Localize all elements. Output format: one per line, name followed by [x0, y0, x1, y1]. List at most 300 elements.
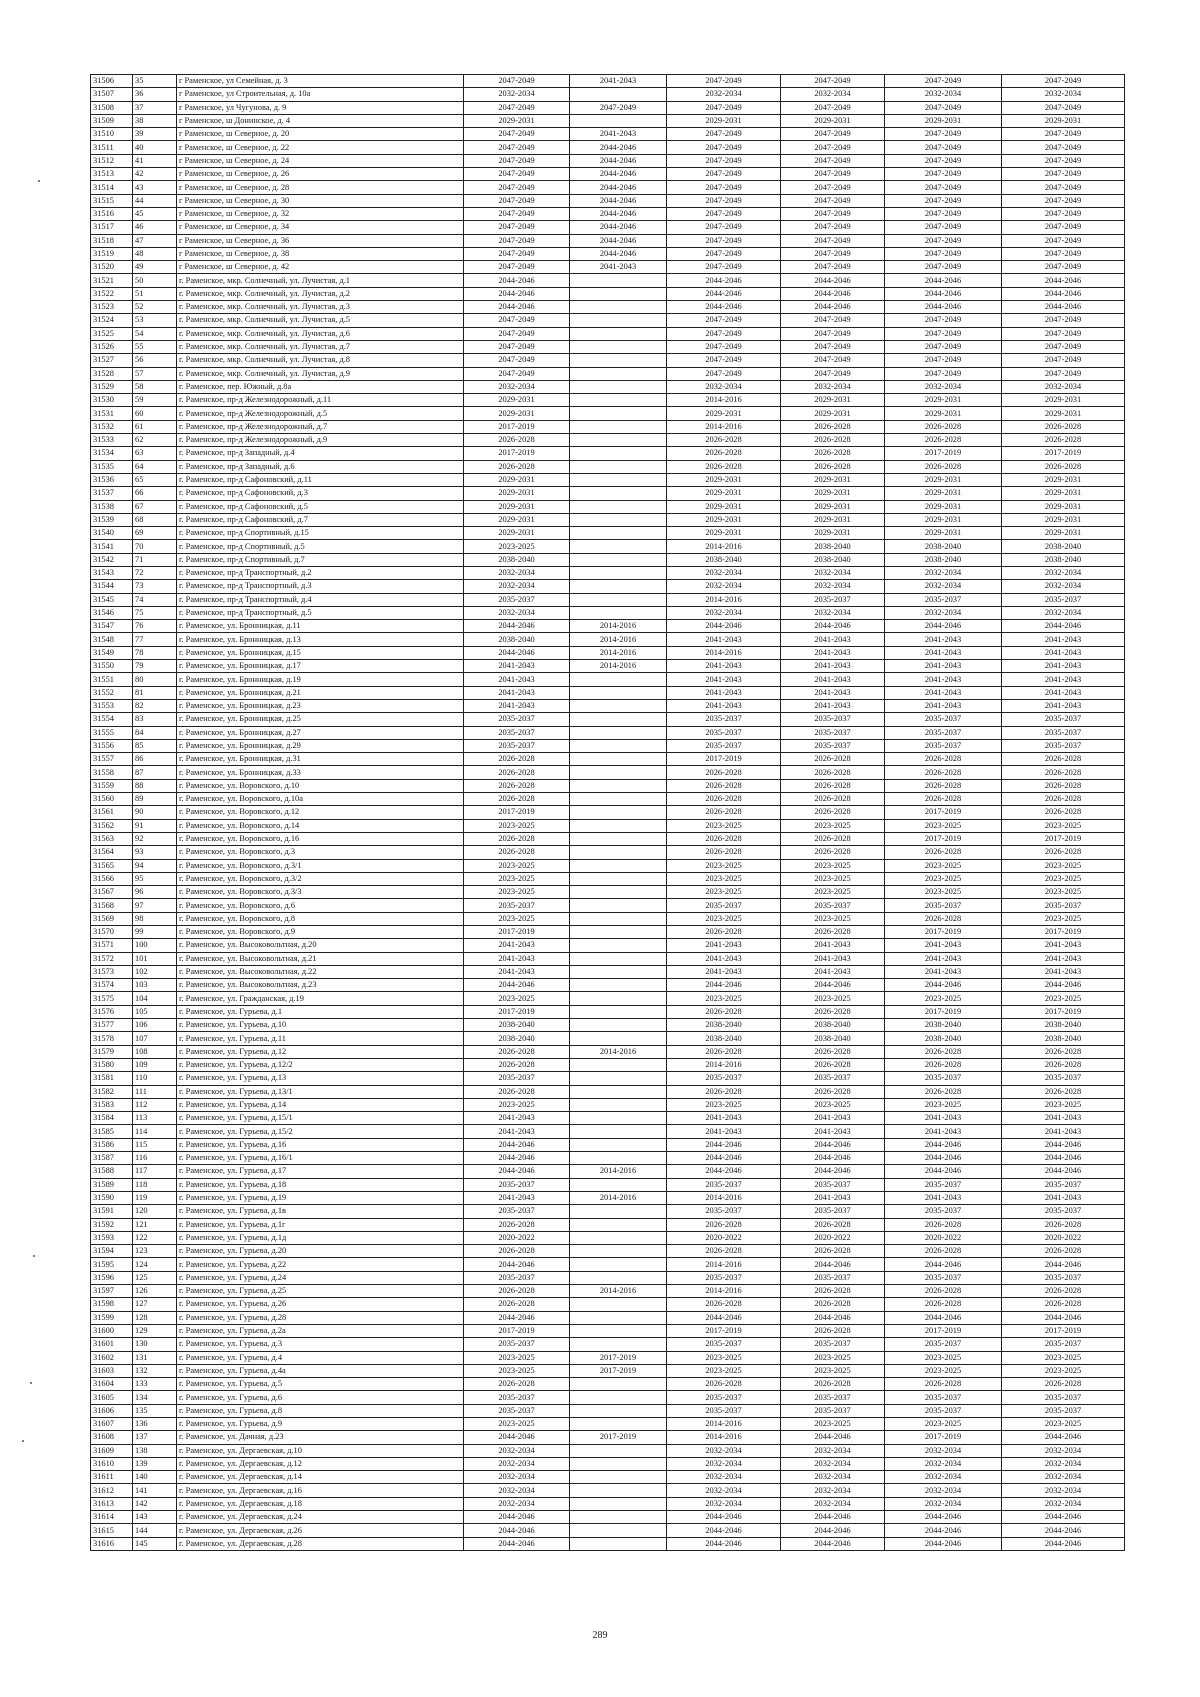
period-cell-3: 2032-2034 — [667, 1457, 781, 1470]
period-cell-2 — [570, 952, 667, 965]
period-cell-3: 2023-2025 — [667, 819, 781, 832]
address-cell: г. Раменское, ул. Гурьева, д.20 — [177, 1245, 464, 1258]
period-cell-2 — [570, 1338, 667, 1351]
address-cell: г. Раменское, мкр. Солнечный, ул. Лучистая, д.3 — [177, 301, 464, 314]
record-id-cell: 31526 — [91, 340, 133, 353]
period-cell-4: 2044-2046 — [781, 620, 885, 633]
period-cell-5: 2035-2037 — [885, 713, 1002, 726]
row-number-cell: 144 — [133, 1524, 177, 1537]
period-cell-2 — [570, 1391, 667, 1404]
period-cell-5: 2047-2049 — [885, 207, 1002, 220]
address-cell: г. Раменское, ул. Гурьева, д.2а — [177, 1324, 464, 1337]
period-cell-6: 2044-2046 — [1002, 1311, 1125, 1324]
period-cell-5: 2026-2028 — [885, 1058, 1002, 1071]
period-cell-3: 2026-2028 — [667, 832, 781, 845]
record-id-cell: 31558 — [91, 766, 133, 779]
period-cell-3: 2029-2031 — [667, 473, 781, 486]
address-cell: г Раменское, ш Донинское, д. 4 — [177, 114, 464, 127]
row-number-cell: 145 — [133, 1537, 177, 1550]
period-cell-1: 2032-2034 — [464, 88, 570, 101]
period-cell-3: 2026-2028 — [667, 926, 781, 939]
row-number-cell: 82 — [133, 699, 177, 712]
period-cell-2: 2044-2046 — [570, 168, 667, 181]
address-cell: г. Раменское, ул. Гурьева, д.25 — [177, 1285, 464, 1298]
table-row — [91, 407, 1125, 420]
row-number-cell: 54 — [133, 327, 177, 340]
period-cell-4: 2041-2043 — [781, 1112, 885, 1125]
table-row — [91, 859, 1125, 872]
period-cell-4: 2047-2049 — [781, 261, 885, 274]
row-number-cell: 59 — [133, 394, 177, 407]
period-cell-6: 2044-2046 — [1002, 1511, 1125, 1524]
period-cell-1: 2032-2034 — [464, 1497, 570, 1510]
record-id-cell: 31573 — [91, 965, 133, 978]
table-row — [91, 832, 1125, 845]
period-cell-3: 2029-2031 — [667, 407, 781, 420]
period-cell-5: 2035-2037 — [885, 1404, 1002, 1417]
record-id-cell: 31539 — [91, 513, 133, 526]
period-cell-6: 2035-2037 — [1002, 1205, 1125, 1218]
table-row — [91, 1471, 1125, 1484]
period-cell-1: 2032-2034 — [464, 566, 570, 579]
period-cell-4: 2029-2031 — [781, 114, 885, 127]
period-cell-5: 2047-2049 — [885, 327, 1002, 340]
period-cell-4: 2026-2028 — [781, 434, 885, 447]
period-cell-6: 2017-2019 — [1002, 926, 1125, 939]
table-row — [91, 1205, 1125, 1218]
table-row — [91, 460, 1125, 473]
period-cell-5: 2023-2025 — [885, 1417, 1002, 1430]
record-id-cell: 31519 — [91, 247, 133, 260]
period-cell-3: 2047-2049 — [667, 221, 781, 234]
period-cell-4: 2023-2025 — [781, 886, 885, 899]
address-cell: г. Раменское, ул. Бронницкая, д.21 — [177, 686, 464, 699]
row-number-cell: 55 — [133, 340, 177, 353]
address-cell: г. Раменское, ул. Гражданская, д.19 — [177, 992, 464, 1005]
period-cell-3: 2047-2049 — [667, 207, 781, 220]
period-cell-3: 2041-2043 — [667, 1125, 781, 1138]
period-cell-6: 2041-2043 — [1002, 660, 1125, 673]
period-cell-6: 2029-2031 — [1002, 114, 1125, 127]
period-cell-1: 2035-2037 — [464, 1072, 570, 1085]
address-cell: г. Раменское, пр-д Железнодорожный, д.5 — [177, 407, 464, 420]
period-cell-6: 2035-2037 — [1002, 1072, 1125, 1085]
period-cell-2 — [570, 1138, 667, 1151]
record-id-cell: 31547 — [91, 620, 133, 633]
period-cell-5: 2023-2025 — [885, 886, 1002, 899]
period-cell-2: 2044-2046 — [570, 154, 667, 167]
row-number-cell: 78 — [133, 646, 177, 659]
period-cell-3: 2047-2049 — [667, 367, 781, 380]
table-row — [91, 154, 1125, 167]
record-id-cell: 31520 — [91, 261, 133, 274]
period-cell-3: 2047-2049 — [667, 354, 781, 367]
address-cell: г. Раменское, ул. Дергаевская, д.18 — [177, 1497, 464, 1510]
address-cell: г Раменское, ш Северное, д. 32 — [177, 207, 464, 220]
record-id-cell: 31607 — [91, 1417, 133, 1430]
period-cell-6: 2026-2028 — [1002, 1218, 1125, 1231]
period-cell-6: 2041-2043 — [1002, 965, 1125, 978]
period-cell-6: 2035-2037 — [1002, 1391, 1125, 1404]
table-row — [91, 1431, 1125, 1444]
period-cell-2: 2041-2043 — [570, 75, 667, 88]
address-cell: г. Раменское, мкр. Солнечный, ул. Лучистая, д.5 — [177, 314, 464, 327]
address-cell: г. Раменское, мкр. Солнечный, ул. Лучистая, д.6 — [177, 327, 464, 340]
table-row — [91, 726, 1125, 739]
period-cell-5: 2047-2049 — [885, 234, 1002, 247]
period-cell-5: 2032-2034 — [885, 1497, 1002, 1510]
period-cell-1: 2047-2049 — [464, 75, 570, 88]
period-cell-6: 2044-2046 — [1002, 287, 1125, 300]
row-number-cell: 76 — [133, 620, 177, 633]
period-cell-3: 2044-2046 — [667, 287, 781, 300]
period-cell-2: 2047-2049 — [570, 101, 667, 114]
period-cell-6: 2026-2028 — [1002, 779, 1125, 792]
table-row — [91, 1138, 1125, 1151]
period-cell-2 — [570, 713, 667, 726]
period-cell-3: 2032-2034 — [667, 580, 781, 593]
period-cell-3: 2026-2028 — [667, 793, 781, 806]
period-cell-1: 2041-2043 — [464, 965, 570, 978]
period-cell-4: 2035-2037 — [781, 899, 885, 912]
period-cell-3: 2014-2016 — [667, 420, 781, 433]
record-id-cell: 31616 — [91, 1537, 133, 1550]
address-cell: г. Раменское, пр-д Сафоновский, д.3 — [177, 487, 464, 500]
table-row — [91, 301, 1125, 314]
period-cell-3: 2014-2016 — [667, 646, 781, 659]
period-cell-3: 2044-2046 — [667, 1537, 781, 1550]
row-number-cell: 81 — [133, 686, 177, 699]
period-cell-3: 2047-2049 — [667, 128, 781, 141]
record-id-cell: 31562 — [91, 819, 133, 832]
address-cell: г. Раменское, ул. Воровского, д.9 — [177, 926, 464, 939]
record-id-cell: 31614 — [91, 1511, 133, 1524]
period-cell-4: 2035-2037 — [781, 593, 885, 606]
period-cell-4: 2044-2046 — [781, 979, 885, 992]
period-cell-3: 2035-2037 — [667, 899, 781, 912]
period-cell-4: 2026-2028 — [781, 1045, 885, 1058]
address-cell: г. Раменское, ул. Дергаевская, д.10 — [177, 1444, 464, 1457]
table-row — [91, 633, 1125, 646]
period-cell-6: 2026-2028 — [1002, 460, 1125, 473]
period-cell-1: 2044-2046 — [464, 979, 570, 992]
period-cell-5: 2038-2040 — [885, 1019, 1002, 1032]
period-cell-2 — [570, 979, 667, 992]
period-cell-1: 2047-2049 — [464, 247, 570, 260]
address-cell: г. Раменское, ул. Гурьева, д.1г — [177, 1218, 464, 1231]
record-id-cell: 31521 — [91, 274, 133, 287]
table-body — [91, 75, 1125, 1551]
period-cell-5: 2026-2028 — [885, 1218, 1002, 1231]
period-cell-6: 2047-2049 — [1002, 247, 1125, 260]
period-cell-6: 2047-2049 — [1002, 314, 1125, 327]
record-id-cell: 31538 — [91, 500, 133, 513]
table-row — [91, 314, 1125, 327]
record-id-cell: 31591 — [91, 1205, 133, 1218]
table-row — [91, 1511, 1125, 1524]
record-id-cell: 31590 — [91, 1191, 133, 1204]
row-number-cell: 133 — [133, 1378, 177, 1391]
period-cell-3: 2029-2031 — [667, 527, 781, 540]
address-cell: г. Раменское, пр-д Железнодорожный, д.7 — [177, 420, 464, 433]
address-cell: г. Раменское, ул. Гурьева, д.28 — [177, 1311, 464, 1324]
period-cell-3: 2044-2046 — [667, 1152, 781, 1165]
period-cell-3: 2041-2043 — [667, 673, 781, 686]
row-number-cell: 128 — [133, 1311, 177, 1324]
period-cell-5: 2026-2028 — [885, 1378, 1002, 1391]
period-cell-4: 2029-2031 — [781, 473, 885, 486]
row-number-cell: 72 — [133, 566, 177, 579]
period-cell-2 — [570, 1404, 667, 1417]
period-cell-1: 2017-2019 — [464, 926, 570, 939]
table-row — [91, 1417, 1125, 1430]
address-cell: г Раменское, ш Северное, д. 30 — [177, 194, 464, 207]
record-id-cell: 31615 — [91, 1524, 133, 1537]
period-cell-2 — [570, 1112, 667, 1125]
period-cell-5: 2023-2025 — [885, 1364, 1002, 1377]
period-cell-1: 2041-2043 — [464, 1125, 570, 1138]
period-cell-5: 2041-2043 — [885, 673, 1002, 686]
period-cell-1: 2017-2019 — [464, 447, 570, 460]
period-cell-1: 2038-2040 — [464, 1032, 570, 1045]
period-cell-6: 2023-2025 — [1002, 912, 1125, 925]
address-cell: г. Раменское, ул. Воровского, д.10а — [177, 793, 464, 806]
period-cell-6: 2047-2049 — [1002, 181, 1125, 194]
table-row — [91, 965, 1125, 978]
period-cell-1: 2032-2034 — [464, 1471, 570, 1484]
period-cell-3: 2032-2034 — [667, 380, 781, 393]
period-cell-5: 2029-2031 — [885, 407, 1002, 420]
period-cell-6: 2041-2043 — [1002, 952, 1125, 965]
period-cell-4: 2023-2025 — [781, 1351, 885, 1364]
period-cell-6: 2017-2019 — [1002, 832, 1125, 845]
address-cell: г. Раменское, ул. Бронницкая, д.25 — [177, 713, 464, 726]
period-cell-5: 2035-2037 — [885, 1072, 1002, 1085]
row-number-cell: 99 — [133, 926, 177, 939]
address-cell: г Раменское, ш Северное, д. 22 — [177, 141, 464, 154]
table-row — [91, 1338, 1125, 1351]
table-row — [91, 686, 1125, 699]
row-number-cell: 35 — [133, 75, 177, 88]
row-number-cell: 53 — [133, 314, 177, 327]
period-cell-2 — [570, 872, 667, 885]
address-cell: г Раменское, ул Чугунова, д. 9 — [177, 101, 464, 114]
row-number-cell: 61 — [133, 420, 177, 433]
period-cell-2 — [570, 487, 667, 500]
period-cell-1: 2026-2028 — [464, 753, 570, 766]
period-cell-3: 2017-2019 — [667, 753, 781, 766]
period-cell-3: 2029-2031 — [667, 500, 781, 513]
period-cell-5: 2047-2049 — [885, 367, 1002, 380]
period-cell-5: 2026-2028 — [885, 793, 1002, 806]
record-id-cell: 31576 — [91, 1005, 133, 1018]
period-cell-4: 2047-2049 — [781, 354, 885, 367]
period-cell-6: 2017-2019 — [1002, 1324, 1125, 1337]
period-cell-6: 2026-2028 — [1002, 1285, 1125, 1298]
period-cell-4: 2032-2034 — [781, 1444, 885, 1457]
address-cell: г. Раменское, пр-д Спортивный, д.15 — [177, 527, 464, 540]
period-cell-2 — [570, 354, 667, 367]
table-row — [91, 1298, 1125, 1311]
address-cell: г. Раменское, мкр. Солнечный, ул. Лучистая, д.9 — [177, 367, 464, 380]
period-cell-4: 2044-2046 — [781, 1165, 885, 1178]
address-cell: г. Раменское, мкр. Солнечный, ул. Лучистая, д.7 — [177, 340, 464, 353]
period-cell-5: 2035-2037 — [885, 739, 1002, 752]
period-cell-5: 2041-2043 — [885, 952, 1002, 965]
record-id-cell: 31522 — [91, 287, 133, 300]
period-cell-2 — [570, 1511, 667, 1524]
record-id-cell: 31577 — [91, 1019, 133, 1032]
row-number-cell: 58 — [133, 380, 177, 393]
table-row — [91, 1497, 1125, 1510]
period-cell-3: 2023-2025 — [667, 886, 781, 899]
address-cell: г Раменское, ш Северное, д. 42 — [177, 261, 464, 274]
period-cell-1: 2032-2034 — [464, 380, 570, 393]
address-cell: г Раменское, ул Семейная, д. 3 — [177, 75, 464, 88]
table-row — [91, 566, 1125, 579]
period-cell-5: 2047-2049 — [885, 154, 1002, 167]
row-number-cell: 92 — [133, 832, 177, 845]
period-cell-1: 2044-2046 — [464, 1258, 570, 1271]
period-cell-4: 2035-2037 — [781, 1391, 885, 1404]
record-id-cell: 31580 — [91, 1058, 133, 1071]
row-number-cell: 135 — [133, 1404, 177, 1417]
period-cell-2: 2044-2046 — [570, 247, 667, 260]
row-number-cell: 106 — [133, 1019, 177, 1032]
period-cell-5: 2047-2049 — [885, 261, 1002, 274]
table-row — [91, 1125, 1125, 1138]
period-cell-3: 2014-2016 — [667, 1431, 781, 1444]
period-cell-6: 2029-2031 — [1002, 487, 1125, 500]
period-cell-5: 2044-2046 — [885, 1511, 1002, 1524]
period-cell-4: 2047-2049 — [781, 314, 885, 327]
row-number-cell: 60 — [133, 407, 177, 420]
period-cell-2: 2014-2016 — [570, 620, 667, 633]
record-id-cell: 31566 — [91, 872, 133, 885]
table-row — [91, 1165, 1125, 1178]
record-id-cell: 31531 — [91, 407, 133, 420]
period-cell-4: 2023-2025 — [781, 912, 885, 925]
period-cell-1: 2041-2043 — [464, 660, 570, 673]
period-cell-2 — [570, 606, 667, 619]
row-number-cell: 107 — [133, 1032, 177, 1045]
period-cell-5: 2047-2049 — [885, 141, 1002, 154]
period-cell-2 — [570, 806, 667, 819]
period-cell-6: 2032-2034 — [1002, 580, 1125, 593]
period-cell-1: 2047-2049 — [464, 314, 570, 327]
period-cell-2: 2044-2046 — [570, 234, 667, 247]
row-number-cell: 120 — [133, 1205, 177, 1218]
table-row — [91, 620, 1125, 633]
address-cell: г Раменское, ш Северное, д. 24 — [177, 154, 464, 167]
row-number-cell: 100 — [133, 939, 177, 952]
period-cell-3: 2035-2037 — [667, 1072, 781, 1085]
period-cell-2 — [570, 1218, 667, 1231]
row-number-cell: 119 — [133, 1191, 177, 1204]
record-id-cell: 31555 — [91, 726, 133, 739]
period-cell-6: 2041-2043 — [1002, 633, 1125, 646]
record-id-cell: 31516 — [91, 207, 133, 220]
period-cell-4: 2029-2031 — [781, 527, 885, 540]
period-cell-1: 2044-2046 — [464, 1152, 570, 1165]
period-cell-5: 2041-2043 — [885, 1125, 1002, 1138]
period-cell-3: 2047-2049 — [667, 261, 781, 274]
period-cell-3: 2029-2031 — [667, 513, 781, 526]
period-cell-4: 2047-2049 — [781, 75, 885, 88]
period-cell-3: 2029-2031 — [667, 114, 781, 127]
period-cell-1: 2023-2025 — [464, 872, 570, 885]
period-cell-2 — [570, 1019, 667, 1032]
period-cell-6: 2026-2028 — [1002, 806, 1125, 819]
period-cell-5: 2026-2028 — [885, 1298, 1002, 1311]
period-cell-6: 2029-2031 — [1002, 500, 1125, 513]
period-cell-3: 2032-2034 — [667, 1497, 781, 1510]
period-cell-4: 2023-2025 — [781, 1098, 885, 1111]
row-number-cell: 71 — [133, 553, 177, 566]
period-cell-6: 2044-2046 — [1002, 1537, 1125, 1550]
table-row — [91, 141, 1125, 154]
table-row — [91, 1444, 1125, 1457]
record-id-cell: 31592 — [91, 1218, 133, 1231]
period-cell-6: 2026-2028 — [1002, 1298, 1125, 1311]
period-cell-3: 2047-2049 — [667, 75, 781, 88]
period-cell-2: 2044-2046 — [570, 181, 667, 194]
row-number-cell: 139 — [133, 1457, 177, 1470]
period-cell-2 — [570, 540, 667, 553]
period-cell-5: 2032-2034 — [885, 88, 1002, 101]
table-row — [91, 872, 1125, 885]
period-cell-2 — [570, 1005, 667, 1018]
record-id-cell: 31512 — [91, 154, 133, 167]
address-cell: г. Раменское, пр-д Железнодорожный, д.9 — [177, 434, 464, 447]
table-row — [91, 979, 1125, 992]
period-cell-5: 2044-2046 — [885, 1138, 1002, 1151]
period-cell-5: 2047-2049 — [885, 221, 1002, 234]
period-cell-1: 2047-2049 — [464, 181, 570, 194]
period-cell-2 — [570, 673, 667, 686]
period-cell-2 — [570, 926, 667, 939]
period-cell-5: 2017-2019 — [885, 1324, 1002, 1337]
period-cell-1: 2035-2037 — [464, 739, 570, 752]
period-cell-3: 2026-2028 — [667, 1045, 781, 1058]
period-cell-4: 2044-2046 — [781, 1311, 885, 1324]
period-cell-5: 2038-2040 — [885, 540, 1002, 553]
period-cell-2 — [570, 793, 667, 806]
table-row — [91, 1285, 1125, 1298]
table-row — [91, 88, 1125, 101]
row-number-cell: 101 — [133, 952, 177, 965]
period-cell-2 — [570, 726, 667, 739]
period-cell-4: 2026-2028 — [781, 1245, 885, 1258]
period-cell-2 — [570, 593, 667, 606]
address-cell: г. Раменское, ул. Бронницкая, д.23 — [177, 699, 464, 712]
address-cell: г Раменское, ш Северное, д. 34 — [177, 221, 464, 234]
address-cell: г. Раменское, ул. Гурьева, д.8 — [177, 1404, 464, 1417]
address-cell: г. Раменское, ул. Высоковольтная, д.23 — [177, 979, 464, 992]
period-cell-5: 2035-2037 — [885, 1271, 1002, 1284]
address-cell: г. Раменское, ул. Гурьева, д.24 — [177, 1271, 464, 1284]
period-cell-1: 2026-2028 — [464, 832, 570, 845]
record-id-cell: 31560 — [91, 793, 133, 806]
period-cell-6: 2041-2043 — [1002, 686, 1125, 699]
address-cell: г. Раменское, ул. Гурьева, д.1д — [177, 1231, 464, 1244]
address-cell: г Раменское, ш Северное, д. 36 — [177, 234, 464, 247]
row-number-cell: 136 — [133, 1417, 177, 1430]
period-cell-1: 2023-2025 — [464, 1417, 570, 1430]
table-row — [91, 128, 1125, 141]
period-cell-1: 2026-2028 — [464, 793, 570, 806]
table-row — [91, 194, 1125, 207]
